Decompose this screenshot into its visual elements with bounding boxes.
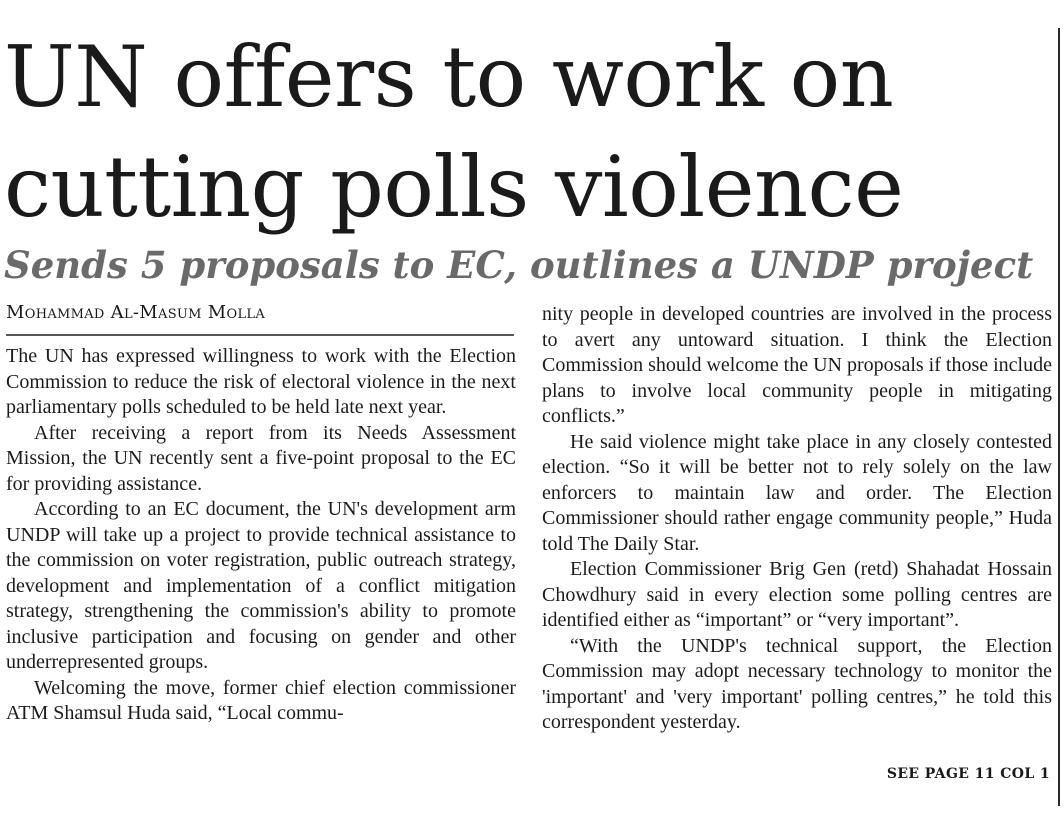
- paragraph: nity people in developed countries are involved in the process to avert any untoward situation. I think the Election Commission should welcome the UN proposals if those include plans to involve local community people in mitigating conflicts.”: [542, 303, 1052, 427]
- paragraph: Welcoming the move, former chief election commissioner ATM Shamsul Huda said, “Local commu-: [6, 676, 516, 724]
- paragraph: The UN has expressed willingness to work with the Election Commission to reduce the risk of electoral violence in the next parliamentary polls scheduled to be held late next year.: [6, 345, 516, 418]
- paragraph: He said violence might take place in any closely contested election. “So it will be better not to rely solely on the law enforcers to maintain law and order. The Election Commissioner should rather engage community people,” Huda told The Daily Star.: [542, 430, 1052, 555]
- paragraph: According to an EC document, the UN's development arm UNDP will take up a project to provide technical assistance to the commission on voter registration, public outreach strategy, development and implementation of a conflict mitigation strategy, strengthening the commission's ability to promote inclusive participation and focusing on gender and other underrepresented groups.: [6, 498, 516, 673]
- headline: UN offers to work on cutting polls violence: [4, 28, 904, 236]
- paragraph: “With the UNDP's technical support, the Election Commission may adopt necessary technology to monitor the 'important' and 'very important' polling centres,” he told this correspondent yesterday.: [542, 634, 1052, 733]
- paragraph: After receiving a report from its Needs Assessment Mission, the UN recently sent a five-point proposal to the EC for providing assistance.: [6, 421, 516, 495]
- paragraph: Election Commissioner Brig Gen (retd) Shahadat Hossain Chowdhury said in every election some polling centres are identified either as “important” or “very important”.: [542, 558, 1052, 631]
- byline-rule: [6, 334, 514, 336]
- byline: Mohammad Al-Masum Molla: [6, 302, 266, 323]
- jump-line: SEE PAGE 11 COL 1: [886, 766, 1050, 782]
- column-rule: [1058, 28, 1060, 806]
- article-column-2: [542, 302, 1052, 736]
- article-column-1: [6, 344, 516, 727]
- subheadline: Sends 5 proposals to EC, outlines a UNDP project: [4, 243, 1034, 287]
